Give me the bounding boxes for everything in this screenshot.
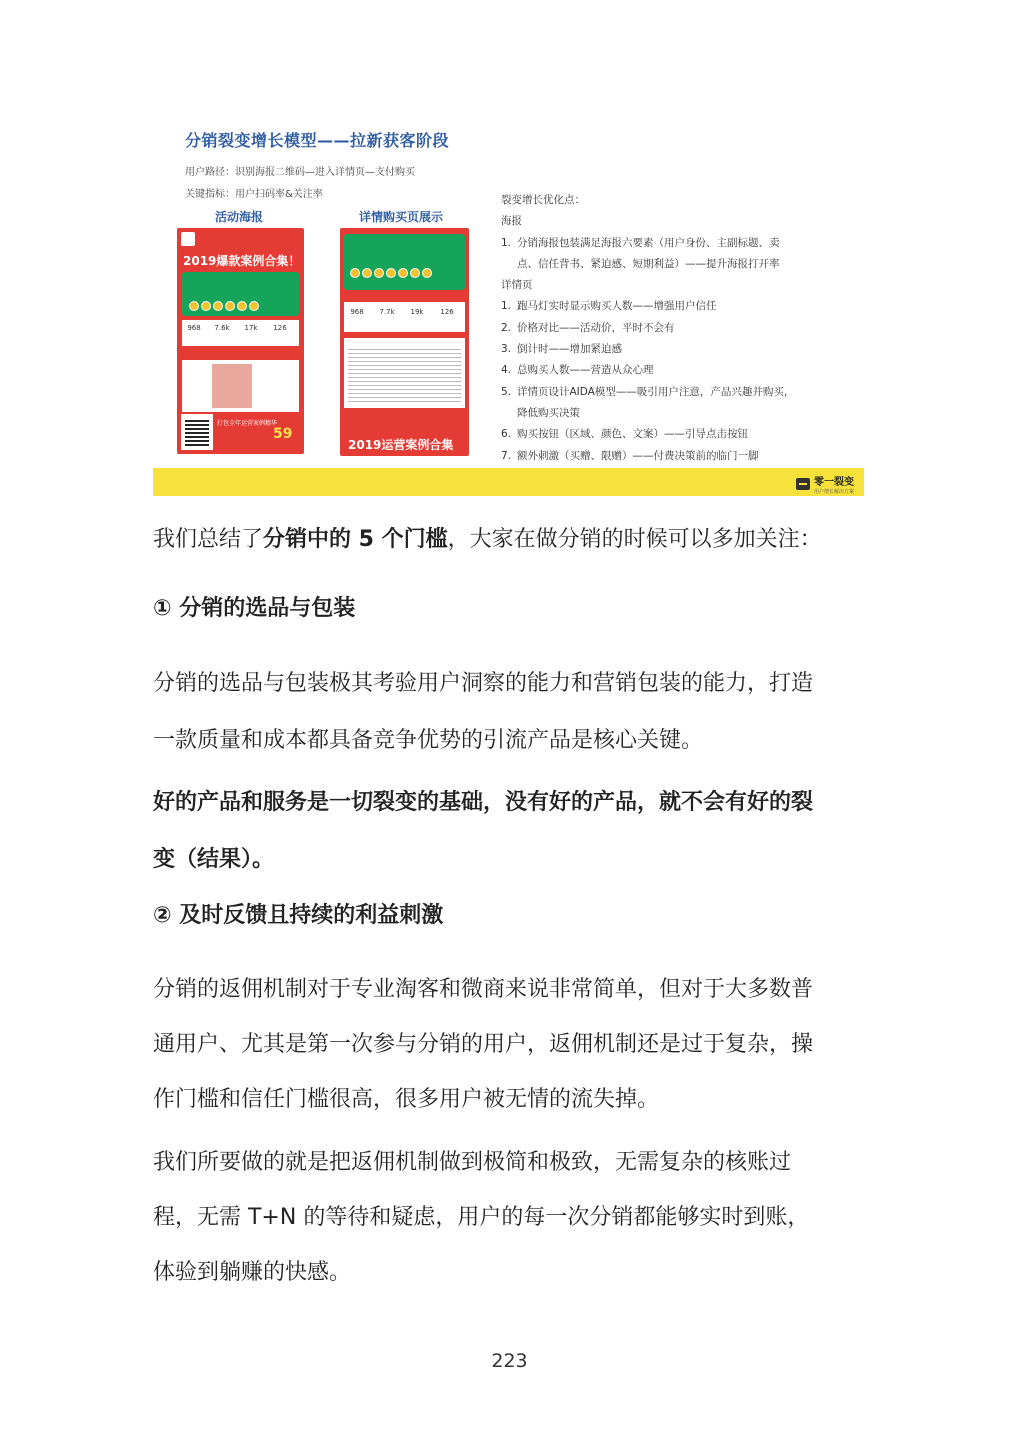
optimization-title: 裂变增长优化点： [501, 194, 585, 206]
detail-green-card [344, 234, 465, 290]
list-item: 3. 倒计时——增加紧迫感 [501, 343, 622, 356]
poster-avatar [181, 232, 195, 246]
detail-avatar-row [350, 268, 432, 278]
poster-stat-3: 17k [244, 324, 258, 332]
list-item: 1. 跑马灯实时显示购买人数——增强用户信任 [501, 300, 717, 313]
list-item: 5. 详情页设计AIDA模型——吸引用户注意，产品兴趣并购买， [501, 385, 795, 398]
brand-tagline: 用户增长解决方案 [813, 489, 854, 495]
poster-price-line: 打包全年运营案例精华 [217, 420, 278, 427]
optimization-list [501, 190, 841, 467]
poster-price: 59 [273, 426, 293, 442]
detail-bottom-title: 2019运营案例合集 [348, 438, 454, 452]
detail-stat-3: 19k [410, 308, 424, 316]
intro-bold: 分销中的 5 个门槛 [263, 527, 448, 552]
poster-stat-4: 126 [273, 324, 287, 332]
list-item: 降低购买决策 [517, 406, 580, 419]
list-item: 6. 购买按钮（区域、颜色、文案）——引导点击按钮 [501, 428, 748, 441]
detail-stat-1: 968 [350, 308, 364, 316]
paragraph-instant-payout: 我们所要做的就是把返佣机制做到极简和极致，无需复杂的核账过 程，无需 T+N 的等待和疑虑，用户的每一次分销都能够实时到账， 体验到躺赚的快感。 [153, 1150, 810, 1285]
poster-headline: 2019爆款案例合集！ [183, 254, 301, 268]
list-item: 7. 额外刺激（买赠、限赠）——付费决策前的临门一脚 [501, 449, 759, 462]
detail-section-title: 详情页 [501, 279, 533, 292]
detail-label: 详情购买页展示 [359, 210, 444, 224]
detail-article-preview [348, 346, 461, 402]
bold-statement: 好的产品和服务是一切裂变的基础，没有好的产品，就不会有好的裂 变（结果）。 [153, 790, 814, 872]
slide-figure [153, 118, 864, 496]
paragraph-selection: 分销的选品与包装极其考验用户洞察的能力和营销包装的能力，打造 一款质量和成本都具备竞争优势的引流产品是核心关键。 [153, 671, 814, 753]
brand-logo [796, 473, 854, 495]
poster-label: 活动海报 [215, 210, 264, 224]
chat-bubble-icon [796, 478, 810, 490]
list-item: 点、信任背书、紧迫感、短期利益）——提升海报打开率 [517, 257, 780, 270]
detail-stat-2: 7.7k [379, 308, 395, 316]
detail-stat-4: 126 [440, 308, 454, 316]
poster-stat-1: 968 [187, 324, 201, 332]
poster-section-title: 海报 [501, 215, 522, 228]
poster-mockup [177, 228, 304, 454]
section-heading-1: ① 分销的选品与包装 [153, 596, 356, 621]
poster-book-image [212, 364, 252, 408]
intro-paragraph: 我们总结了分销中的 5 个门槛，大家在做分销的时候可以多加关注： [153, 527, 822, 552]
poster-stat-2: 7.6k [214, 324, 230, 332]
poster-qr-code [185, 418, 209, 446]
detail-page-mockup [340, 228, 469, 456]
detail-stats-panel [344, 302, 465, 332]
brand-name: 零一裂变 [813, 477, 854, 488]
page-number: 223 [491, 1350, 528, 1372]
poster-avatar-row [189, 301, 259, 311]
figure-title: 分销裂变增长模型——拉新获客阶段 [185, 131, 450, 150]
section-heading-2: ② 及时反馈且持续的利益刺激 [153, 903, 444, 928]
user-path-text: 用户路径：识别海报二维码—进入详情页—支付购买 [185, 167, 415, 178]
list-item: 2. 价格对比——活动价，平时不会有 [501, 321, 675, 334]
brand-band [153, 468, 864, 496]
key-metric-text: 关键指标：用户扫码率&关注率 [185, 189, 323, 200]
list-item: 4. 总购买人数——营造从众心理 [501, 364, 654, 377]
paragraph-commission: 分销的返佣机制对于专业淘客和微商来说非常简单，但对于大多数普 通用户、尤其是第一次参与分销的用户，返佣机制还是过于复杂，操 作门槛和信任门槛很高，很多用户被无情的流失掉。 [153, 977, 814, 1112]
list-item: 1. 分销海报包装满足海报六要素（用户身份、主副标题、卖 [501, 236, 780, 249]
